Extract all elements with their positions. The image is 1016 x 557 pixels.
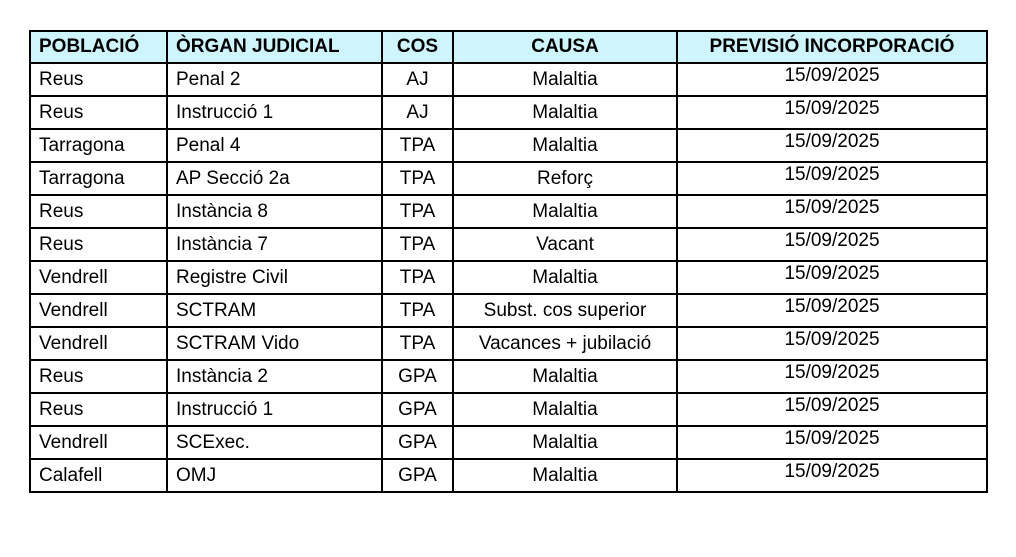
- table-row: [30, 294, 987, 327]
- cell-organ-judicial: Instància 7: [167, 228, 382, 261]
- cell-cos: AJ: [382, 96, 453, 129]
- cell-previsio-incorporacio: 15/09/2025: [677, 426, 987, 459]
- cell-previsio-incorporacio: 15/09/2025: [677, 459, 987, 492]
- cell-cos: TPA: [382, 327, 453, 360]
- cell-previsio-incorporacio: 15/09/2025: [677, 63, 987, 96]
- cell-cos: GPA: [382, 360, 453, 393]
- cell-cos: TPA: [382, 129, 453, 162]
- cell-poblacio: Reus: [30, 195, 167, 228]
- header-causa: CAUSA: [453, 31, 677, 63]
- cell-previsio-incorporacio: 15/09/2025: [677, 228, 987, 261]
- cell-organ-judicial: AP Secció 2a: [167, 162, 382, 195]
- table-row: [30, 129, 987, 162]
- cell-organ-judicial: Instrucció 1: [167, 96, 382, 129]
- cell-organ-judicial: Instrucció 1: [167, 393, 382, 426]
- cell-poblacio: Vendrell: [30, 261, 167, 294]
- cell-cos: TPA: [382, 294, 453, 327]
- cell-causa: Malaltia: [453, 63, 677, 96]
- cell-poblacio: Reus: [30, 393, 167, 426]
- incorporations-table: [29, 30, 988, 493]
- header-organ-judicial: ÒRGAN JUDICIAL: [167, 31, 382, 63]
- header-cos: COS: [382, 31, 453, 63]
- cell-cos: TPA: [382, 195, 453, 228]
- table-row: [30, 459, 987, 492]
- cell-causa: Malaltia: [453, 195, 677, 228]
- cell-poblacio: Reus: [30, 228, 167, 261]
- table-row: [30, 228, 987, 261]
- table-row: [30, 327, 987, 360]
- cell-previsio-incorporacio: 15/09/2025: [677, 96, 987, 129]
- cell-organ-judicial: Penal 4: [167, 129, 382, 162]
- cell-causa: Malaltia: [453, 96, 677, 129]
- table-row: [30, 426, 987, 459]
- cell-poblacio: Vendrell: [30, 426, 167, 459]
- header-poblacio: POBLACIÓ: [30, 31, 167, 63]
- cell-causa: Malaltia: [453, 360, 677, 393]
- table-row: [30, 162, 987, 195]
- cell-causa: Vacances + jubilació: [453, 327, 677, 360]
- cell-poblacio: Vendrell: [30, 327, 167, 360]
- cell-causa: Malaltia: [453, 129, 677, 162]
- cell-organ-judicial: Registre Civil: [167, 261, 382, 294]
- table-row: [30, 393, 987, 426]
- cell-previsio-incorporacio: 15/09/2025: [677, 360, 987, 393]
- header-previsio-incorporacio: PREVISIÓ INCORPORACIÓ: [677, 31, 987, 63]
- cell-poblacio: Reus: [30, 63, 167, 96]
- cell-previsio-incorporacio: 15/09/2025: [677, 294, 987, 327]
- table-body: [30, 63, 987, 492]
- cell-cos: GPA: [382, 426, 453, 459]
- cell-organ-judicial: Penal 2: [167, 63, 382, 96]
- cell-poblacio: Tarragona: [30, 129, 167, 162]
- cell-organ-judicial: Instància 8: [167, 195, 382, 228]
- cell-previsio-incorporacio: 15/09/2025: [677, 393, 987, 426]
- cell-organ-judicial: SCTRAM Vido: [167, 327, 382, 360]
- table-row: [30, 360, 987, 393]
- cell-organ-judicial: OMJ: [167, 459, 382, 492]
- cell-previsio-incorporacio: 15/09/2025: [677, 261, 987, 294]
- cell-organ-judicial: SCTRAM: [167, 294, 382, 327]
- cell-cos: GPA: [382, 393, 453, 426]
- cell-poblacio: Reus: [30, 360, 167, 393]
- cell-causa: Malaltia: [453, 261, 677, 294]
- cell-cos: TPA: [382, 261, 453, 294]
- cell-previsio-incorporacio: 15/09/2025: [677, 195, 987, 228]
- cell-poblacio: Calafell: [30, 459, 167, 492]
- cell-causa: Malaltia: [453, 426, 677, 459]
- cell-organ-judicial: Instància 2: [167, 360, 382, 393]
- cell-cos: TPA: [382, 162, 453, 195]
- cell-poblacio: Tarragona: [30, 162, 167, 195]
- cell-cos: AJ: [382, 63, 453, 96]
- header-row: [30, 31, 987, 63]
- cell-causa: Reforç: [453, 162, 677, 195]
- cell-causa: Malaltia: [453, 459, 677, 492]
- table-row: [30, 96, 987, 129]
- cell-cos: GPA: [382, 459, 453, 492]
- cell-previsio-incorporacio: 15/09/2025: [677, 162, 987, 195]
- cell-organ-judicial: SCExec.: [167, 426, 382, 459]
- cell-causa: Vacant: [453, 228, 677, 261]
- cell-previsio-incorporacio: 15/09/2025: [677, 129, 987, 162]
- cell-causa: Malaltia: [453, 393, 677, 426]
- cell-previsio-incorporacio: 15/09/2025: [677, 327, 987, 360]
- cell-cos: TPA: [382, 228, 453, 261]
- table-row: [30, 261, 987, 294]
- cell-causa: Subst. cos superior: [453, 294, 677, 327]
- cell-poblacio: Reus: [30, 96, 167, 129]
- table-row: [30, 195, 987, 228]
- table-header: [30, 31, 987, 63]
- table-row: [30, 63, 987, 96]
- cell-poblacio: Vendrell: [30, 294, 167, 327]
